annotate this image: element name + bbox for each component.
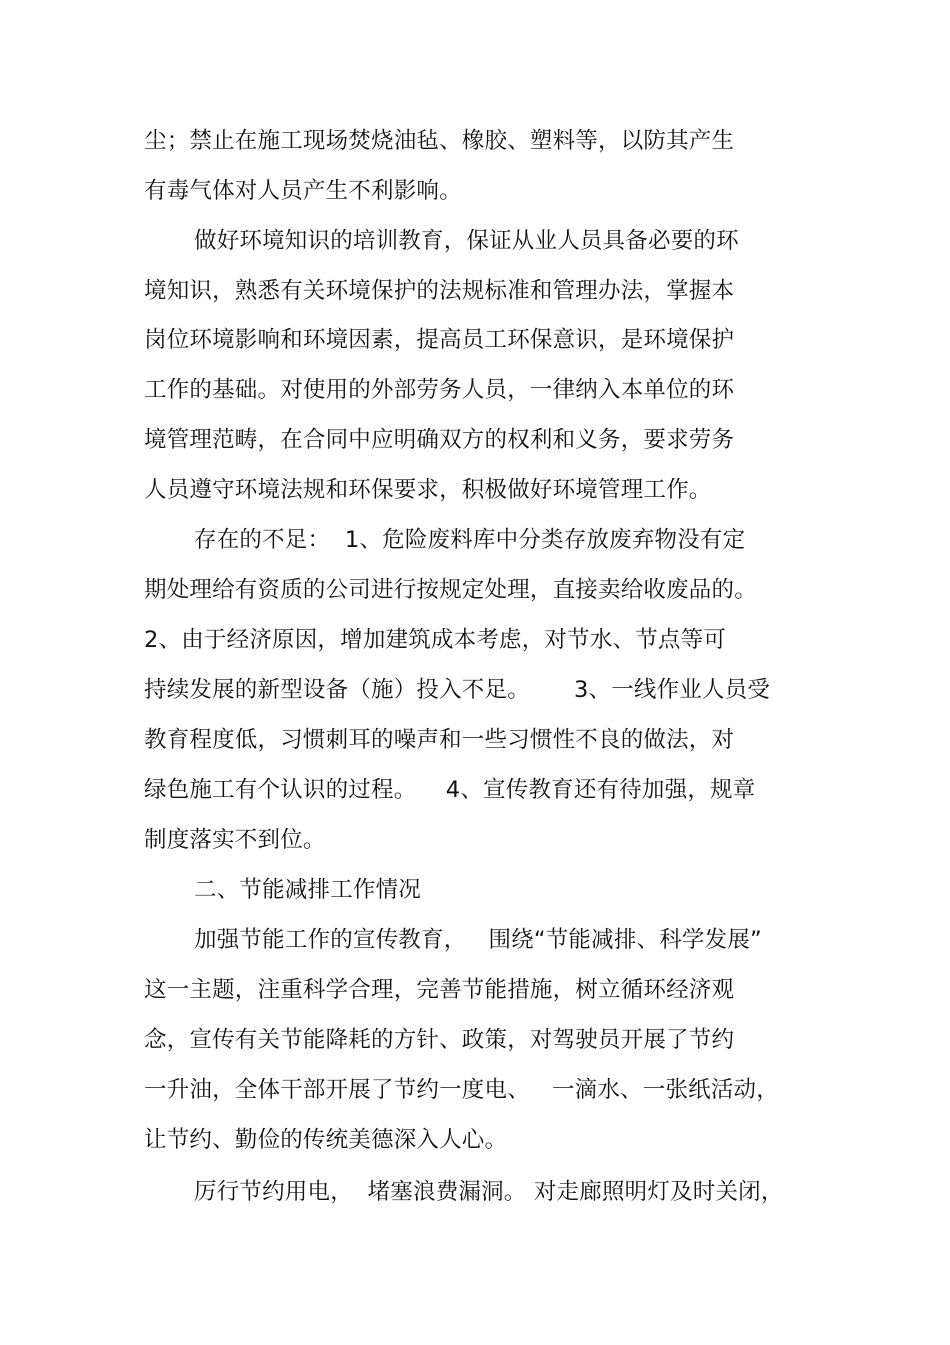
paragraph-start-line: 存在的不足： 1、危险废料库中分类存放废弃物没有定 xyxy=(194,527,746,553)
text-line: 人员遵守环境法规和环保要求，积极做好环境管理工作。 xyxy=(144,477,712,503)
text-line: 境知识，熟悉有关环境保护的法规标准和管理办法，掌握本 xyxy=(144,278,735,304)
paragraph-start-line: 厉行节约用电， 堵塞浪费漏洞。 对走廊照明灯及时关闭， xyxy=(194,1179,784,1205)
paragraph-start-line: 做好环境知识的培训教育，保证从业人员具备必要的环 xyxy=(194,228,739,254)
text-line: 尘；禁止在施工现场焚烧油毡、橡胶、塑料等，以防其产生 xyxy=(144,128,735,154)
text-line: 2、由于经济原因，增加建筑成本考虑，对节水、节点等可 xyxy=(144,627,727,653)
text-line: 制度落实不到位。 xyxy=(144,827,326,853)
text-line: 持续发展的新型设备（施）投入不足。 3、一线作业人员受 xyxy=(144,677,771,703)
paragraph-start-line: 加强节能工作的宣传教育， 围绕“节能减排、科学发展” xyxy=(194,927,762,953)
text-line: 境管理范畴，在合同中应明确双方的权利和义务，要求劳务 xyxy=(144,427,735,453)
text-line: 期处理给有资质的公司进行按规定处理，直接卖给收废品的。 xyxy=(144,577,757,603)
text-line: 绿色施工有个认识的过程。 4、宣传教育还有待加强，规章 xyxy=(144,777,756,803)
text-line: 工作的基础。对使用的外部劳务人员，一律纳入本单位的环 xyxy=(144,377,735,403)
section-heading: 二、节能减排工作情况 xyxy=(194,877,422,903)
text-line: 念，宣传有关节能降耗的方针、政策，对驾驶员开展了节约 xyxy=(144,1027,735,1053)
text-line: 岗位环境影响和环境因素，提高员工环保意识，是环境保护 xyxy=(144,327,735,353)
text-line: 教育程度低，习惯刺耳的噪声和一些习惯性不良的做法，对 xyxy=(144,727,735,753)
text-line: 一升油，全体干部开展了节约一度电、 一滴水、一张纸活动， xyxy=(144,1077,779,1103)
text-line: 这一主题，注重科学合理，完善节能措施，树立循环经济观 xyxy=(144,977,735,1003)
text-line: 有毒气体对人员产生不利影响。 xyxy=(144,178,462,204)
text-line: 让节约、勤俭的传统美德深入人心。 xyxy=(144,1127,508,1153)
